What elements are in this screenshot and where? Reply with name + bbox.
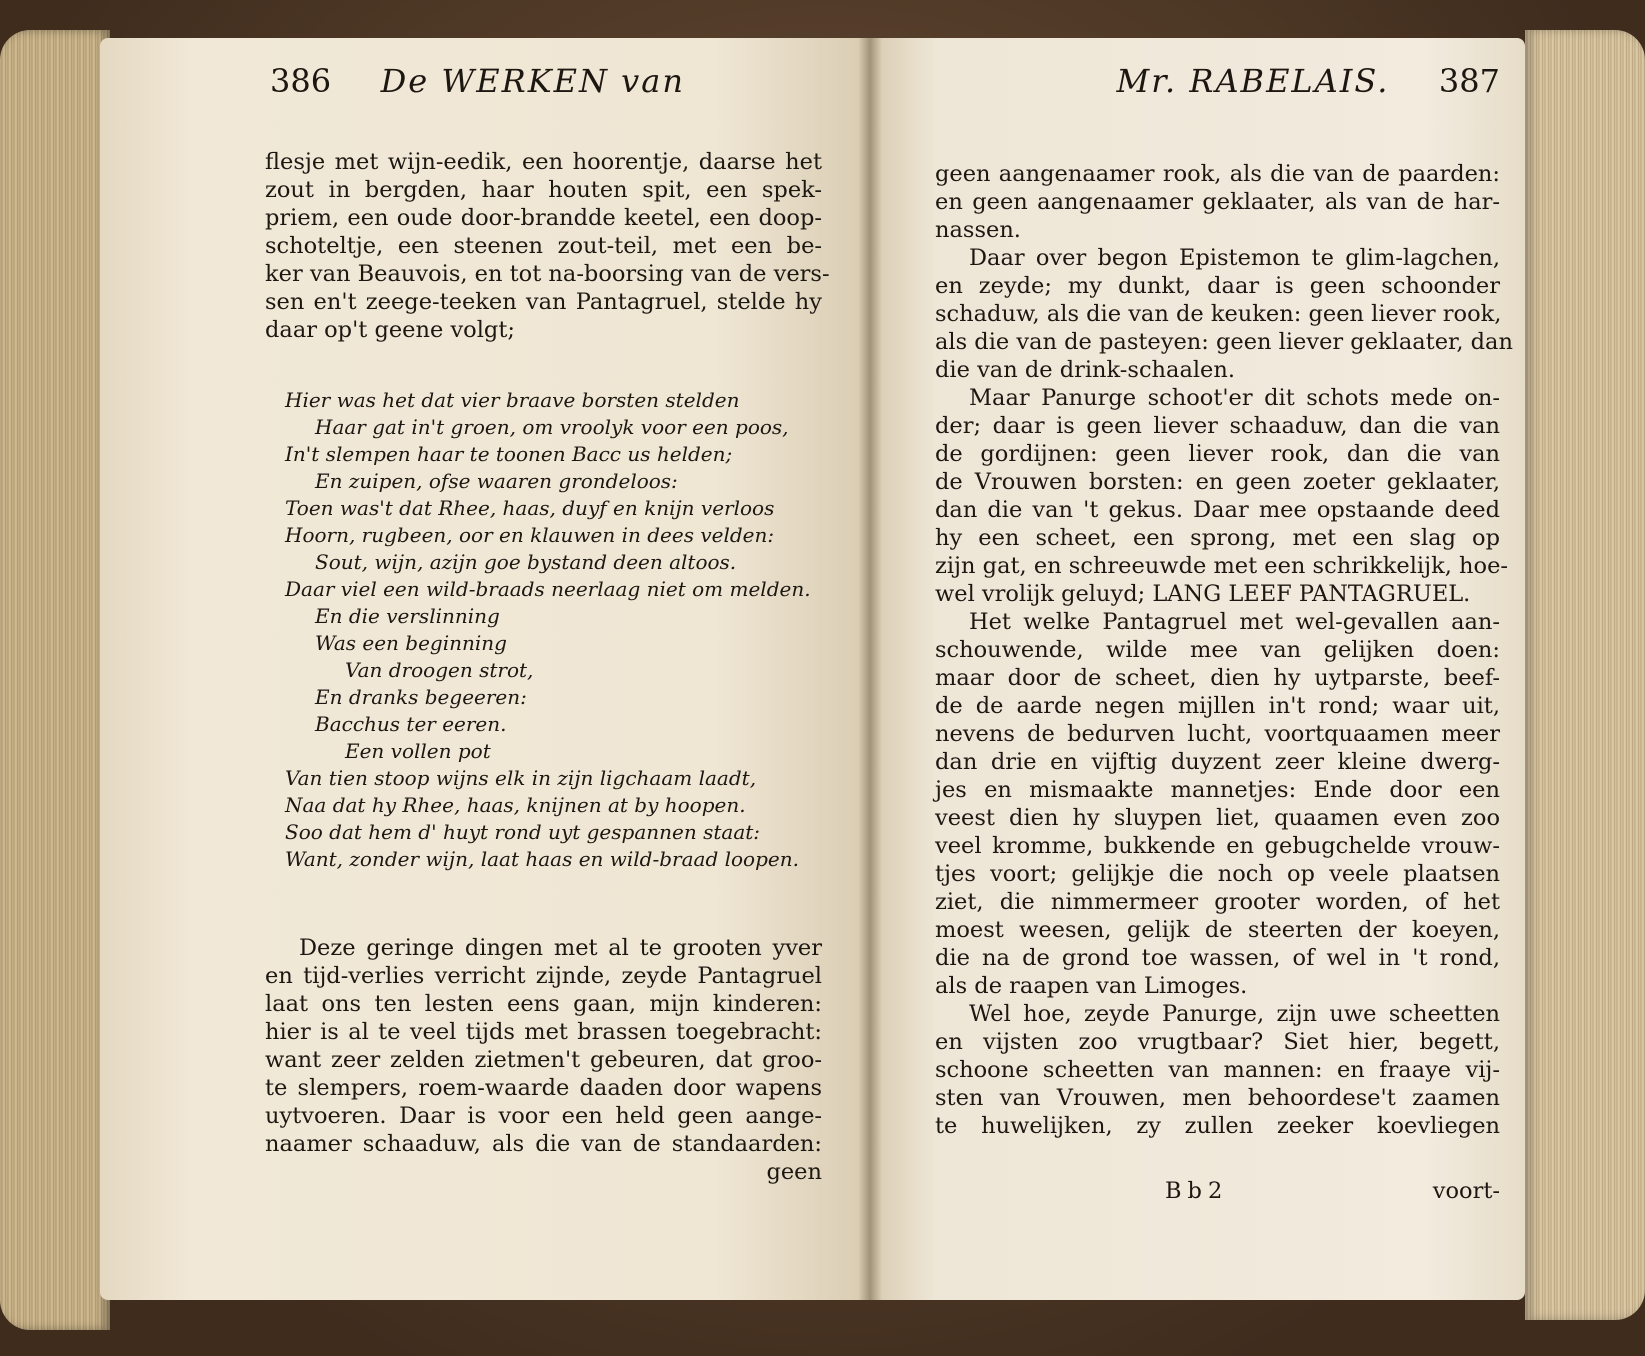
poem-line: Naa dat hy Rhee, haas, knijnen at by hoopen. bbox=[285, 793, 746, 817]
left-page-header bbox=[270, 62, 860, 101]
prose-line: te slempers, roem-waarde daaden door wapens bbox=[265, 1075, 822, 1101]
poem-line: Was een beginning bbox=[315, 631, 507, 655]
poem-line: Hier was het dat vier braave borsten stelden bbox=[285, 388, 740, 412]
poem-line: En die verslinning bbox=[315, 604, 500, 628]
prose-line: schoone scheetten van mannen: en fraaye vij- bbox=[935, 1057, 1500, 1083]
poem-line: Want, zonder wijn, laat haas en wild-braad loopen. bbox=[285, 847, 799, 871]
prose-line: schaduw, als die van de keuken: geen liever rook, bbox=[935, 301, 1502, 327]
left-running-title: De WERKEN van bbox=[380, 62, 685, 100]
prose-line: laat ons ten lesten eens gaan, mijn kinderen: bbox=[265, 991, 822, 1017]
left-poem bbox=[285, 386, 825, 872]
prose-line: ziet, die nimmermeer grooter worden, of het bbox=[935, 889, 1500, 915]
signature-mark: Bb2 bbox=[1165, 1178, 1229, 1204]
right-page-footer bbox=[935, 1178, 1500, 1206]
right-running-title: Mr. RABELAIS. bbox=[1116, 62, 1390, 100]
prose-line: als de raapen van Limoges. bbox=[935, 973, 1248, 999]
poem-line: Bacchus ter eeren. bbox=[315, 712, 507, 736]
prose-line: die van de drink-schaalen. bbox=[935, 357, 1236, 383]
prose-line: ker van Beauvois, en tot na-boorsing van de vers- bbox=[265, 261, 830, 287]
prose-line: nevens de bedurven lucht, voortquaamen meer bbox=[935, 721, 1500, 747]
right-page-header bbox=[1030, 62, 1500, 101]
prose-line: tjes voort; gelijkje die noch op veele plaatsen bbox=[935, 861, 1500, 887]
prose-line: Het welke Pantagruel met wel-gevallen aan- bbox=[969, 609, 1500, 635]
prose-line: schoteltje, een steenen zout-teil, met een be- bbox=[265, 233, 822, 259]
prose-line: dan drie en vijftig duyzent zeer kleine dwerg- bbox=[935, 749, 1500, 775]
right-prose bbox=[935, 160, 1513, 1140]
prose-line: dan die van 't gekus. Daar mee opstaande deed bbox=[935, 497, 1500, 523]
left-page-number: 386 bbox=[270, 62, 332, 100]
poem-line: Haar gat in't groen, om vroolyk voor een poos, bbox=[315, 415, 789, 439]
prose-line: te huwelijken, zy zullen zeeker koevliegen bbox=[935, 1113, 1500, 1139]
prose-line: want zeer zelden zietmen't gebeuren, dat groo- bbox=[265, 1047, 822, 1073]
prose-line: geen aangenaamer rook, als die van de paarden: bbox=[935, 161, 1500, 187]
prose-line: flesje met wijn-eedik, een hoorentje, daarse het bbox=[265, 149, 822, 175]
right-page-number: 387 bbox=[1438, 62, 1500, 100]
poem-line: Van tien stoop wijns elk in zijn ligchaam laadt, bbox=[285, 766, 757, 790]
left-prose-bottom bbox=[265, 934, 822, 1186]
prose-line: hy een scheet, een sprong, met een slag op bbox=[935, 525, 1500, 551]
right-catchword: voort- bbox=[1432, 1178, 1500, 1204]
prose-line: naamer schaaduw, als die van de standaarden: bbox=[265, 1131, 822, 1157]
prose-line: Wel hoe, zeyde Panurge, zijn uwe scheetten bbox=[969, 1001, 1500, 1027]
prose-line: als die van de pasteyen: geen liever geklaater, dan bbox=[935, 329, 1513, 355]
prose-line: Deze geringe dingen met al te grooten yver bbox=[299, 935, 822, 961]
prose-line: de Vrouwen borsten: en geen zoeter geklaater, bbox=[935, 469, 1500, 495]
prose-line: priem, een oude door-brandde keetel, een doop- bbox=[265, 205, 822, 231]
poem-line: En zuipen, ofse waaren grondeloos: bbox=[315, 469, 678, 493]
poem-line: Daar viel een wild-braads neerlaag niet om melden. bbox=[285, 577, 811, 601]
prose-line: en tijd-verlies verricht zijnde, zeyde Pantagruel bbox=[265, 963, 822, 989]
prose-line: en vijsten zoo vrugtbaar? Siet hier, begett, bbox=[935, 1029, 1500, 1055]
prose-line: Daar over begon Epistemon te glim-lagchen, bbox=[969, 245, 1500, 271]
prose-line: moest weesen, gelijk de steerten der koeyen, bbox=[935, 917, 1500, 943]
poem-line: En dranks begeeren: bbox=[315, 685, 527, 709]
prose-line: zijn gat, en schreeuwde met een schrikkelijk, hoe- bbox=[935, 553, 1508, 579]
poem-line: Toen was't dat Rhee, haas, duyf en knijn verloos bbox=[285, 496, 775, 520]
prose-line: maar door de scheet, dien hy uytparste, beef- bbox=[935, 665, 1500, 691]
prose-line: schouwende, wilde mee van gelijken doen: bbox=[935, 637, 1500, 663]
prose-line: nassen. bbox=[935, 217, 1021, 243]
poem-line: Van droogen strot, bbox=[345, 658, 534, 682]
prose-line: veest dien hy sluypen liet, quaamen even zoo bbox=[935, 805, 1500, 831]
prose-line: sen en't zeege-teeken van Pantagruel, stelde hy bbox=[265, 289, 822, 315]
poem-line: Sout, wijn, azijn goe bystand deen altoos. bbox=[315, 550, 737, 574]
poem-line: Soo dat hem d' huyt rond uyt gespannen staat: bbox=[285, 820, 761, 844]
prose-line: Maar Panurge schoot'er dit schots mede on- bbox=[969, 385, 1500, 411]
left-prose-top bbox=[265, 148, 830, 344]
prose-line: veel kromme, bukkende en gebugchelde vrouw- bbox=[935, 833, 1500, 859]
prose-line: de gordijnen: geen liever rook, dan die van bbox=[935, 441, 1500, 467]
prose-line: die na de grond toe wassen, of wel in 't rond, bbox=[935, 945, 1500, 971]
prose-line: en zeyde; my dunkt, daar is geen schoonder bbox=[935, 273, 1500, 299]
prose-line: daar op't geene volgt; bbox=[265, 317, 515, 343]
prose-line: hier is al te veel tijds met brassen toegebracht: bbox=[265, 1019, 822, 1045]
prose-line: wel vrolijk geluyd; LANG LEEF PANTAGRUEL. bbox=[935, 581, 1471, 607]
poem-line: Hoorn, rugbeen, oor en klauwen in dees velden: bbox=[285, 523, 775, 547]
left-catchword: geen bbox=[766, 1159, 822, 1185]
page-edges-left bbox=[0, 30, 110, 1330]
poem-line: In't slempen haar te toonen Bacc us helden; bbox=[285, 442, 733, 466]
prose-line: zout in bergden, haar houten spit, een spek- bbox=[265, 177, 822, 203]
book-gutter bbox=[858, 38, 882, 1300]
prose-line: uytvoeren. Daar is voor een held geen aange- bbox=[265, 1103, 822, 1129]
prose-line: sten van Vrouwen, men behoordese't zaamen bbox=[935, 1085, 1500, 1111]
poem-line: Een vollen pot bbox=[345, 739, 491, 763]
prose-line: de de aarde negen mijllen in't rond; waar uit, bbox=[935, 693, 1500, 719]
prose-line: der; daar is geen liever schaaduw, dan die van bbox=[935, 413, 1500, 439]
prose-line: jes en mismaakte mannetjes: Ende door een bbox=[935, 777, 1500, 803]
prose-line: en geen aangenaamer geklaater, als van de har- bbox=[935, 189, 1500, 215]
page-edges-right bbox=[1525, 30, 1645, 1320]
